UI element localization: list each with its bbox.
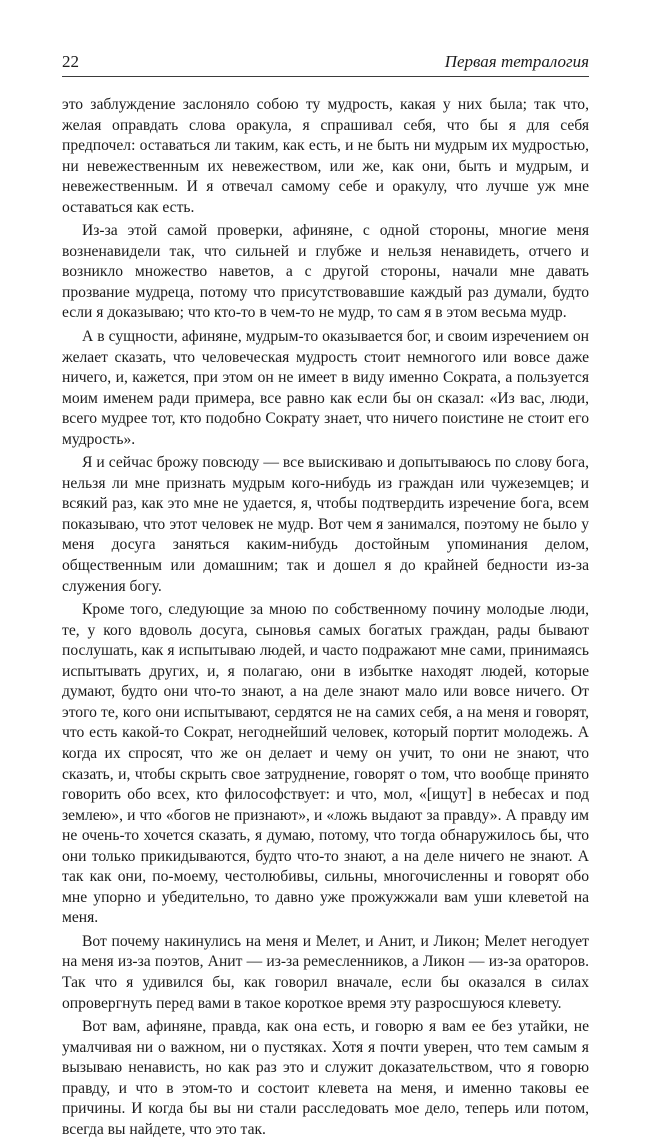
paragraph-continued: это заблуждение заслоняло собою ту мудрость, какая у них была; так что, желая оправдать слова оракула, я спрашивал себя, что бы я для себя предпочел: оставаться ли таким, как есть, и не быть ни мудрым их мудростью, ни невежественным их невежеством, или же, как они, быть и мудрым, и невежественным. И я отвечал самому себе и оракулу, что лучше уж мне оставаться как есть. — [62, 96, 589, 216]
paragraph: Я и сейчас брожу повсюду — все выискиваю и допытываюсь по слову бога, нельзя ли мне признать мудрым кого-нибудь из граждан или чужеземцев; и всякий раз, как это мне не удается, я, чтобы подтвердить изречение бога, всем показываю, что этот человек не мудр. Вот чем я занимался, поэтому не было у меня досуга заняться каким-нибудь достойным упоминания делом, общественным или домашним; так и дошел я до крайней бедности из-за служения богу. — [62, 454, 589, 595]
paragraph: Вот почему накинулись на меня и Мелет, и Анит, и Ликон; Мелет негодует на меня из-за поэтов, Анит — из-за ремесленников, а Ликон — из-за ораторов. Так что я удивился бы, как говорил вначале, если бы оказался в силах опровергнуть перед вами в такое короткое время эту разросшуюся клевету. — [62, 932, 589, 1012]
page-number: 22 — [62, 52, 79, 71]
page-header — [62, 50, 589, 77]
page-body — [62, 95, 589, 1140]
paragraph: Кроме того, следующие за мною по собственному почину молодые люди, те, у кого вдоволь досуга, сыновья самых богатых граждан, рады бывают послушать, как я испытываю людей, и часто подражают мне сами, принимаясь испытывать других, и, я полагаю, они в избытке находят людей, которые думают, будто они что-то знают, а на деле знают мало или вовсе ничего. От этого те, кого они испытывают, сердятся не на самих себя, а на меня и говорят, что есть какой-то Сократ, негоднейший человек, который портит молодежь. А когда их спросят, что же он делает и чему он учит, то они не знают, что сказать, и, чтобы скрыть свое затруднение, говорят о том, что вообще принято говорить обо всех, кто философствует: и что, мол, «[ищут] в небесах и под землею», и что «богов не признают», и «ложь выдают за правду». А правду им не очень-то хочется сказать, я думаю, потому, что тогда обнаружилось бы, что они только прикидываются, будто что-то знают, а на деле ничего не знают. А так как они, по-моему, честолюбивы, сильны, многочисленны и говорят обо мне упорно и убедительно, то давно уже прожужжали вам уши клеветой на меня. — [62, 601, 589, 927]
paragraph: Вот вам, афиняне, правда, как она есть, и говорю я вам ее без утайки, не умалчивая ни о важном, ни о пустяках. Хотя я почти уверен, что тем самым я вызываю ненависть, но как раз это и служит доказательством, что я говорю правду, и что в этом-то и состоит клевета на меня, и именно таковы ее причины. И когда бы вы ни стали расследовать мое дело, теперь или потом, всегда вы найдете, что это так. — [62, 1018, 589, 1138]
paragraph: А в сущности, афиняне, мудрым-то оказывается бог, и своим изречением он желает сказать, что человеческая мудрость стоит немногого или вовсе даже ничего, и, кажется, при этом он не имеет в виду именно Сократа, а пользуется моим именем ради примера, все равно как если бы он сказал: «Из вас, люди, всего мудрее тот, кто подобно Сократу знает, что ничего поистине не стоит его мудрость». — [62, 328, 589, 448]
paragraph: Из-за этой самой проверки, афиняне, с одной стороны, многие меня возненавидели так, что сильней и глубже и нельзя ненавидеть, отчего и возникло множество наветов, а с другой стороны, начали мне давать прозвание мудреца, потому что присутствовавшие каждый раз думали, будто если я доказываю; что кто-то в чем-то не мудр, то сам я в этом весьма мудр. — [62, 222, 589, 322]
book-page — [62, 50, 589, 1143]
running-title: Первая тетралогия — [444, 52, 589, 71]
